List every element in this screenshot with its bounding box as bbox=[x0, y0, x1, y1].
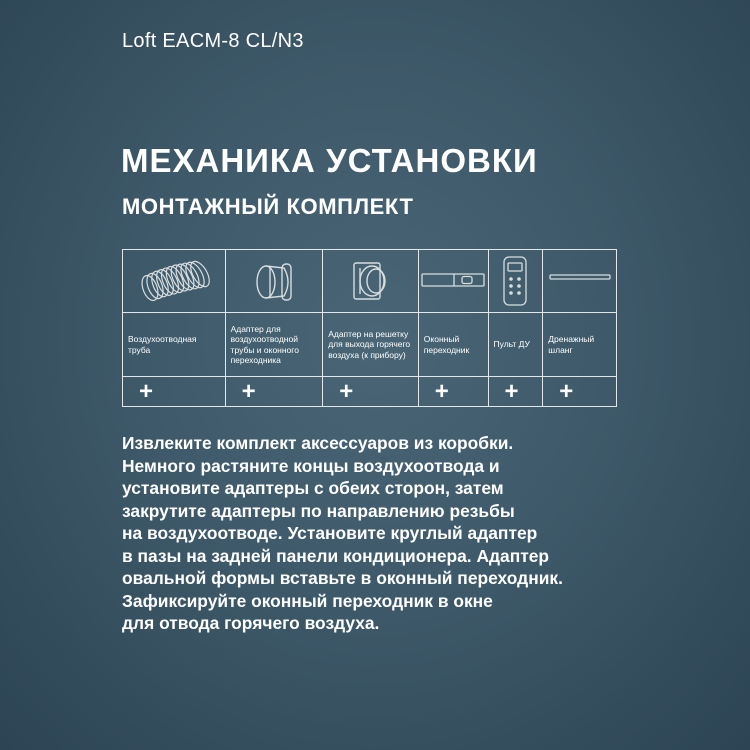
plus-icon: + bbox=[241, 377, 256, 405]
instruction-line: Зафиксируйте оконный переходник в окне bbox=[122, 590, 493, 611]
kit-item-image bbox=[123, 250, 225, 313]
kit-item-label: Оконный переходник bbox=[419, 313, 488, 377]
page-subtitle: МОНТАЖНЫЙ КОМПЛЕКТ bbox=[122, 194, 414, 219]
plus-icon: + bbox=[504, 377, 519, 405]
drain-hose-icon bbox=[548, 271, 612, 291]
instruction-line: закрутите адаптеры по направлению резьбы bbox=[122, 500, 515, 521]
kit-item-image bbox=[543, 250, 616, 313]
instruction-line: установите адаптеры с обеих сторон, затем bbox=[122, 478, 504, 498]
kit-item-label: Адаптер для воздухоотводной трубы и оконного переходника bbox=[226, 313, 323, 377]
instruction-line: Извлеките комплект аксессуаров из коробки. bbox=[122, 433, 514, 453]
kit-item-window-slider bbox=[419, 250, 489, 406]
kit-item-label: Пульт ДУ bbox=[489, 313, 543, 377]
kit-item-round-adapter bbox=[323, 250, 419, 406]
kit-item-remote bbox=[489, 250, 544, 406]
plus-icon: + bbox=[434, 377, 449, 405]
oval-adapter-icon bbox=[244, 256, 304, 306]
remote-control-icon bbox=[500, 255, 530, 307]
kit-item-oval-adapter bbox=[226, 250, 324, 406]
round-adapter-icon bbox=[340, 256, 400, 306]
instructions-text bbox=[122, 432, 642, 635]
page-title: МЕХАНИКА УСТАНОВКИ bbox=[121, 142, 538, 179]
plus-icon: + bbox=[139, 377, 154, 405]
hose-icon bbox=[132, 256, 216, 306]
kit-item-label: Адаптер на решетку для выхода горячего воздуха (к прибору) bbox=[323, 313, 418, 377]
kit-item-image bbox=[489, 250, 543, 313]
kit-item-label: Дренажный шланг bbox=[543, 313, 616, 377]
instruction-line: для отвода горячего воздуха. bbox=[122, 613, 380, 633]
instruction-line: овальной формы вставьте в оконный переходник. bbox=[122, 568, 563, 588]
plus-icon: + bbox=[559, 377, 574, 405]
window-slider-icon bbox=[420, 266, 486, 296]
kit-item-image bbox=[323, 250, 418, 313]
instruction-line: на воздухоотводе. Установите круглый адаптер bbox=[122, 523, 538, 543]
kit-item-image bbox=[419, 250, 488, 313]
kit-item-image bbox=[226, 250, 323, 313]
plus-icon: + bbox=[339, 377, 354, 405]
instruction-line: в пазы на задней панели кондиционера. Адаптер bbox=[122, 545, 550, 566]
kit-table bbox=[122, 249, 617, 407]
kit-item-drain-hose bbox=[543, 250, 616, 406]
instruction-line: Немного растяните концы воздухоотвода и bbox=[122, 455, 500, 476]
kit-item-hose bbox=[123, 250, 226, 406]
brand-model: Loft EACM-8 CL/N3 bbox=[122, 30, 304, 52]
kit-item-label: Воздухоотводная труба bbox=[123, 313, 225, 377]
